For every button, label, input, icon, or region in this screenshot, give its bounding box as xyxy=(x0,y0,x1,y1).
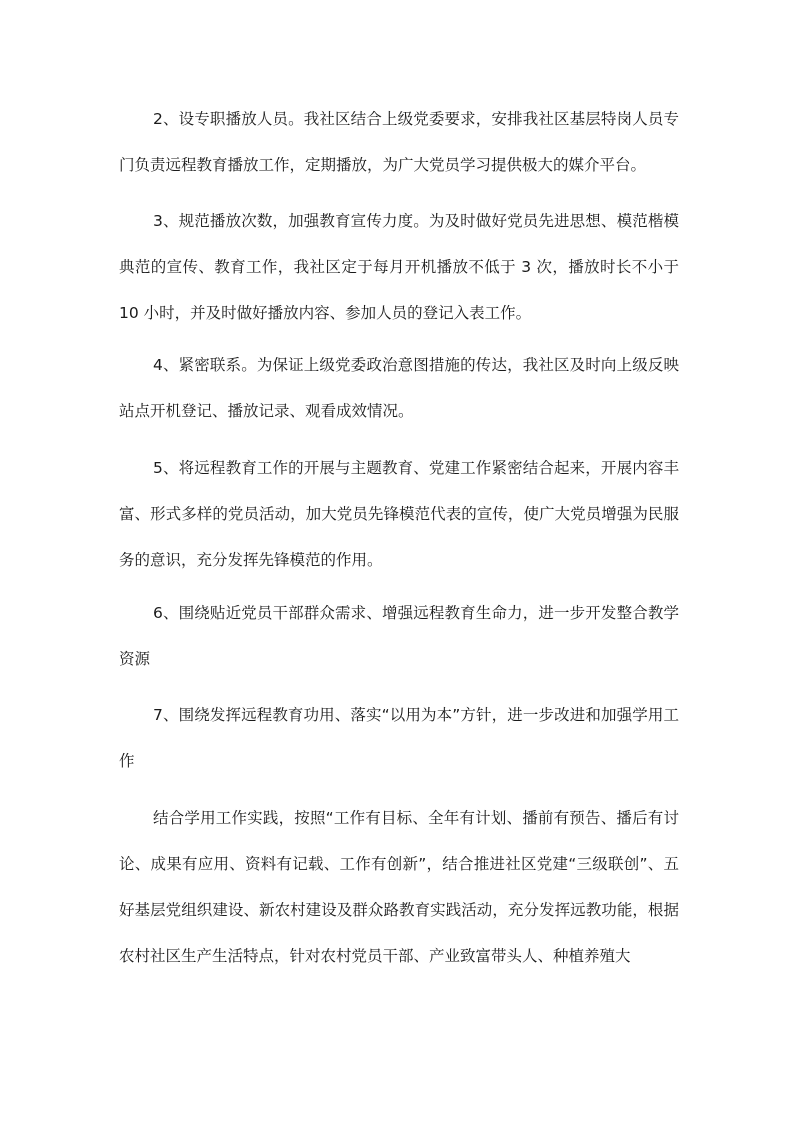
paragraph-3: 3、规范播放次数，加强教育宣传力度。为及时做好党员先进思想、模范楷模典范的宣传、教育工作，我社区定于每月开机播放不低于 3 次，播放时长不小于 10 小时，并及时做好播放内容、参加人员的登记入表工作。 xyxy=(119,212,679,322)
paragraph-2: 2、设专职播放人员。我社区结合上级党委要求，安排我社区基层特岗人员专门负责远程教育播放工作，定期播放，为广大党员学习提供极大的媒介平台。 xyxy=(119,110,679,174)
paragraph-5: 5、将远程教育工作的开展与主题教育、党建工作紧密结合起来，开展内容丰富、形式多样的党员活动，加大党员先锋模范代表的宣传，使广大党员增强为民服务的意识，充分发挥先锋模范的作用。 xyxy=(119,459,679,569)
paragraph-practice: 结合学用工作实践，按照“工作有目标、全年有计划、播前有预告、播后有讨论、成果有应用、资料有记载、工作有创新”，结合推进社区党建“三级联创”、五好基层党组织建设、新农村建设及群众路教育实践活动，充分发挥远教功能，根据农村社区生产生活特点，针对农村党员干部、产业致富带头人、种植养殖大 xyxy=(119,809,679,965)
paragraph-4: 4、紧密联系。为保证上级党委政治意图措施的传达，我社区及时向上级反映站点开机登记、播放记录、观看成效情况。 xyxy=(119,356,679,420)
paragraph-6: 6、围绕贴近党员干部群众需求、增强远程教育生命力，进一步开发整合教学资源 xyxy=(119,604,679,668)
paragraph-7: 7、围绕发挥远程教育功用、落实“以用为本”方针，进一步改进和加强学用工作 xyxy=(119,706,679,770)
